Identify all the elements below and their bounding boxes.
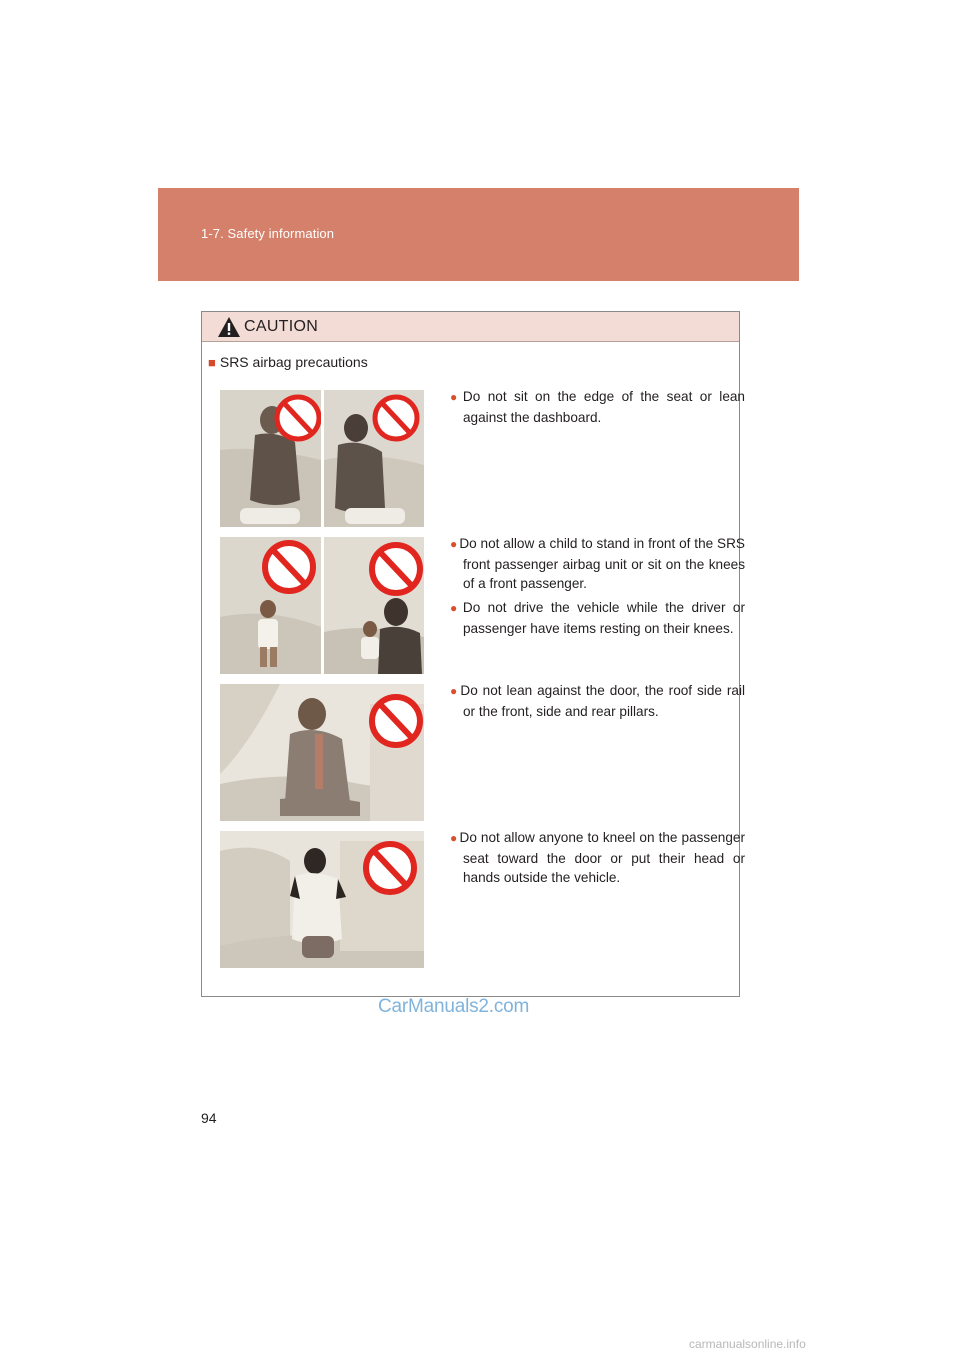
- subheading: [208, 354, 368, 370]
- illustration-child-front: [220, 537, 424, 674]
- bullet-text: Do not allow anyone to kneel on the passenger seat toward the door or put their head or hands outside the vehicle.: [459, 830, 745, 885]
- bullet-marker: ●: [450, 390, 461, 404]
- bullet-text: Do not drive the vehicle while the driver or passenger have items resting on their knees.: [462, 600, 745, 636]
- caution-header: [202, 312, 739, 342]
- bullet-marker: ●: [450, 601, 461, 615]
- caution-label: CAUTION: [244, 318, 319, 335]
- bullet-marker: ●: [450, 537, 458, 551]
- bullet-item-5: [450, 828, 745, 888]
- bullet-text: Do not lean against the door, the roof side rail or the front, side and rear pillars.: [460, 683, 745, 719]
- bullet-marker: ●: [450, 831, 458, 845]
- illustration-lean-door: [220, 684, 424, 821]
- warning-triangle-icon: [217, 316, 241, 338]
- illustration-kneel-seat: [220, 831, 424, 968]
- bullet-text: Do not allow a child to stand in front of the SRS front passenger airbag unit or sit on the knees of a front passenger.: [459, 536, 746, 591]
- bullet-item-1: [450, 387, 745, 427]
- footer-watermark: carmanualsonline.info: [689, 1337, 806, 1351]
- illustration-seat-edge: [220, 390, 424, 527]
- bullet-text: Do not sit on the edge of the seat or lean against the dashboard.: [462, 389, 745, 425]
- subheading-text: SRS airbag precautions: [219, 354, 368, 370]
- watermark-link[interactable]: CarManuals2.com: [378, 996, 530, 1017]
- bullet-item-4: [450, 681, 745, 721]
- bullet-marker: ●: [450, 684, 459, 698]
- caution-box: [201, 311, 746, 997]
- subheading-marker: ■: [208, 355, 216, 370]
- page-number: 94: [201, 1110, 217, 1126]
- bullet-item-2: [450, 534, 745, 594]
- section-title: 1-7. Safety information: [201, 226, 335, 241]
- bullet-item-3: [450, 598, 745, 638]
- header-band: [158, 188, 799, 281]
